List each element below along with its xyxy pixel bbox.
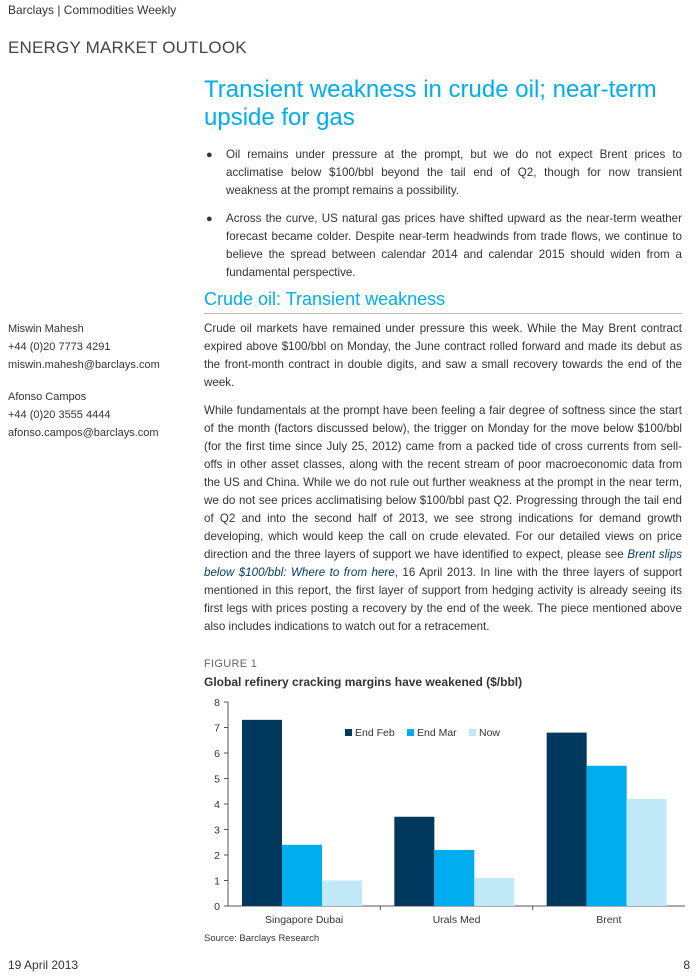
bullet-icon: ● — [206, 149, 213, 161]
report-link[interactable]: Brent slips below $100/bbl: Where to from here — [204, 548, 682, 579]
legend-label: End Mar — [417, 727, 457, 739]
section-title: ENERGY MARKET OUTLOOK — [8, 38, 247, 57]
analyst-contact — [8, 388, 198, 442]
article-title: Transient weakness in crude oil; near-term upside for gas — [204, 76, 657, 131]
bar-end-feb — [394, 817, 434, 906]
legend-swatch — [469, 729, 476, 736]
paragraph — [204, 402, 682, 636]
bar-end-mar — [434, 850, 474, 906]
legend-swatch — [407, 729, 414, 736]
x-tick-label: Brent — [596, 914, 622, 926]
bar-end-mar — [282, 845, 322, 906]
analyst-email[interactable]: afonso.campos@barclays.com — [8, 427, 159, 439]
y-tick-label: 0 — [214, 901, 220, 913]
refinery-margins-chart — [190, 692, 690, 932]
bar-now — [474, 878, 514, 906]
bar-now — [627, 799, 667, 906]
legend-label: End Feb — [355, 727, 395, 739]
key-point — [204, 210, 682, 282]
heading-divider — [204, 313, 682, 314]
report-header: Barclays | Commodities Weekly — [8, 3, 177, 17]
paragraph-text: , 16 April 2013. In line with the three layers of support mentioned in this report, the first layer of support from hedging activity is already seeing its first legs with prices posting a recovery by the end of the week. The piece mentioned above also includes indications to watch out for a retracement. — [204, 566, 682, 633]
paragraph: Crude oil markets have remained under pressure this week. While the May Brent contract expired above $100/bbl on Monday, the June contract rolled forward and made its debut as the front-month contract in double digits, and saw a small recovery towards the end of the week. — [204, 322, 682, 389]
key-point-text: Oil remains under pressure at the prompt, but we do not expect Brent prices to acclimatise below $100/bbl beyond the tail end of Q2, though for now transient weakness at the prompt remains a possibility. — [226, 148, 682, 197]
figure-label: FIGURE 1 — [204, 658, 258, 670]
paragraph-text: While fundamentals at the prompt have been feeling a fair degree of softness since the start of the month (factors discussed below), the trigger on Monday for the move below $100/bbl (for the first time since July 25, 2012) came from a packed tide of cross currents from sell-offs in other asset classes, along with the recent stream of poor macroeconomic data from the US and China. While we do not rule out further weakness at the prompt in the near term, we do not see prices acclimatising below $100/bbl past Q2. Progressing through the tail end of Q2 and into the second half of 2013, we see strong indications for demand growth developing, which would keep the call on crude elevated. For our detailed views on price direction and the three layers of support we have identified to expect, please see — [204, 404, 682, 561]
key-points-list — [204, 146, 682, 292]
footer-date: 19 April 2013 — [8, 958, 79, 972]
y-tick-label: 8 — [214, 697, 220, 709]
y-tick-label: 7 — [214, 722, 220, 735]
analyst-contacts — [8, 320, 198, 456]
legend-label: Now — [479, 727, 501, 739]
key-point — [204, 146, 682, 200]
bar-end-mar — [587, 766, 627, 906]
sub-heading: Crude oil: Transient weakness — [204, 289, 446, 309]
analyst-name: Afonso Campos — [8, 391, 87, 403]
bar-end-feb — [242, 720, 282, 906]
figure-title: Global refinery cracking margins have weakened ($/bbl) — [204, 675, 523, 689]
legend-swatch — [345, 729, 352, 736]
analyst-email[interactable]: miswin.mahesh@barclays.com — [8, 359, 160, 371]
y-tick-label: 6 — [214, 748, 220, 760]
bar-now — [322, 881, 362, 907]
x-tick-label: Urals Med — [432, 914, 481, 926]
bar-end-feb — [547, 733, 587, 906]
figure-source: Source: Barclays Research — [204, 933, 320, 944]
analyst-contact — [8, 320, 198, 374]
y-tick-label: 1 — [214, 875, 220, 888]
article-body — [204, 320, 682, 646]
x-tick-label: Singapore Dubai — [265, 914, 344, 926]
analyst-phone: +44 (0)20 3555 4444 — [8, 409, 111, 421]
y-tick-label: 4 — [214, 799, 220, 811]
y-tick-label: 5 — [214, 773, 220, 786]
analyst-name: Miswin Mahesh — [8, 323, 84, 335]
y-tick-label: 3 — [214, 824, 220, 837]
page-number: 8 — [683, 958, 690, 972]
y-tick-label: 2 — [214, 850, 220, 862]
analyst-phone: +44 (0)20 7773 4291 — [8, 341, 111, 353]
key-point-text: Across the curve, US natural gas prices have shifted upward as the near-term weather forecast became colder. Despite near-term headwinds from trade flows, we continue to believe the spread between calendar 2014 and calendar 2015 should widen from a fundamental perspective. — [226, 212, 682, 279]
bullet-icon: ● — [206, 213, 213, 225]
